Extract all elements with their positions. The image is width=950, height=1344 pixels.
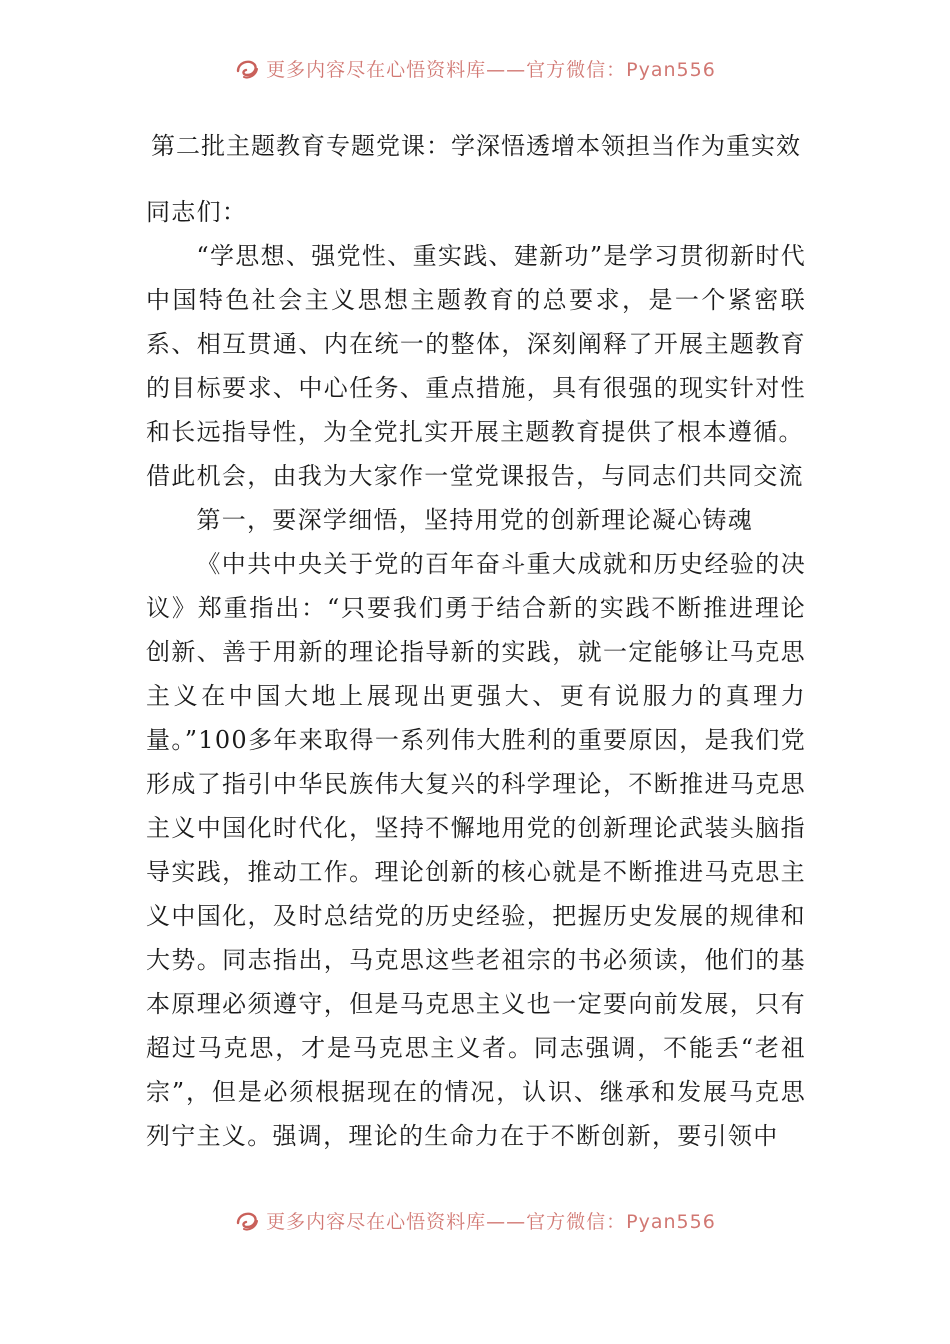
footer-watermark-text: 更多内容尽在心悟资料库——官方微信：Pyan556 bbox=[266, 1210, 716, 1233]
paragraph-intro: “学思想、强党性、重实践、建新功”是学习贯彻新时代中国特色社会主义思想主题教育的总要求，是一个紧密联系、相互贯通、内在统一的整体，深刻阐释了开展主题教育的目标要求、中心任务、重点措施，具有很强的现实针对性和长远指导性，为全党扎实开展主题教育提供了根本遵循。 bbox=[146, 242, 806, 446]
paragraph-occasion: 借此机会，由我为大家作一堂党课报告，与同志们共同交流 bbox=[146, 462, 804, 490]
document-title: 第二批主题教育专题党课：学深悟透增本领担当作为重实效 bbox=[151, 132, 801, 160]
paragraph-resolution: 《中共中央关于党的百年奋斗重大成就和历史经验的决议》郑重指出：“只要我们勇于结合新的实践不断推进理论创新、善于用新的理论指导新的实践，就一定能够让马克思主义在中国大地上展现出更强大、更有说服力的真理力量。”100多年来取得一系列伟大胜利的重要原因，是我们党形成了指引中华民族伟大复兴的科学理论，不断推进马克思主义中国化时代化，坚持不懈地用党的创新理论武装头脑指导实践，推动工作。理论创新的核心就是不断推进马克思主义中国化，及时总结党的历史经验，把握历史发展的规律和大势。同志指出，马克思这些老祖宗的书必须读，他们的基本原理必须遵守，但是马克思主义也一定要向前发展，只有超过马克思，才是马克思主义者。同志强调，不能丢“老祖宗”，但是必须根据现在的情况，认识、继承和发展马克思列宁主义。强调，理论的生命力在于不断创新，要引领中 bbox=[146, 550, 806, 1150]
swirl-logo-icon bbox=[234, 55, 260, 81]
header-watermark-text: 更多内容尽在心悟资料库——官方微信：Pyan556 bbox=[266, 58, 716, 81]
salutation: 同志们： bbox=[146, 198, 248, 226]
section-heading-first: 第一，要深学细悟，坚持用党的创新理论凝心铸魂 bbox=[196, 506, 753, 534]
document-body bbox=[146, 190, 806, 1158]
footer-watermark-banner bbox=[0, 1200, 950, 1240]
swirl-logo-icon bbox=[234, 1207, 260, 1233]
header-watermark-banner bbox=[0, 48, 950, 88]
